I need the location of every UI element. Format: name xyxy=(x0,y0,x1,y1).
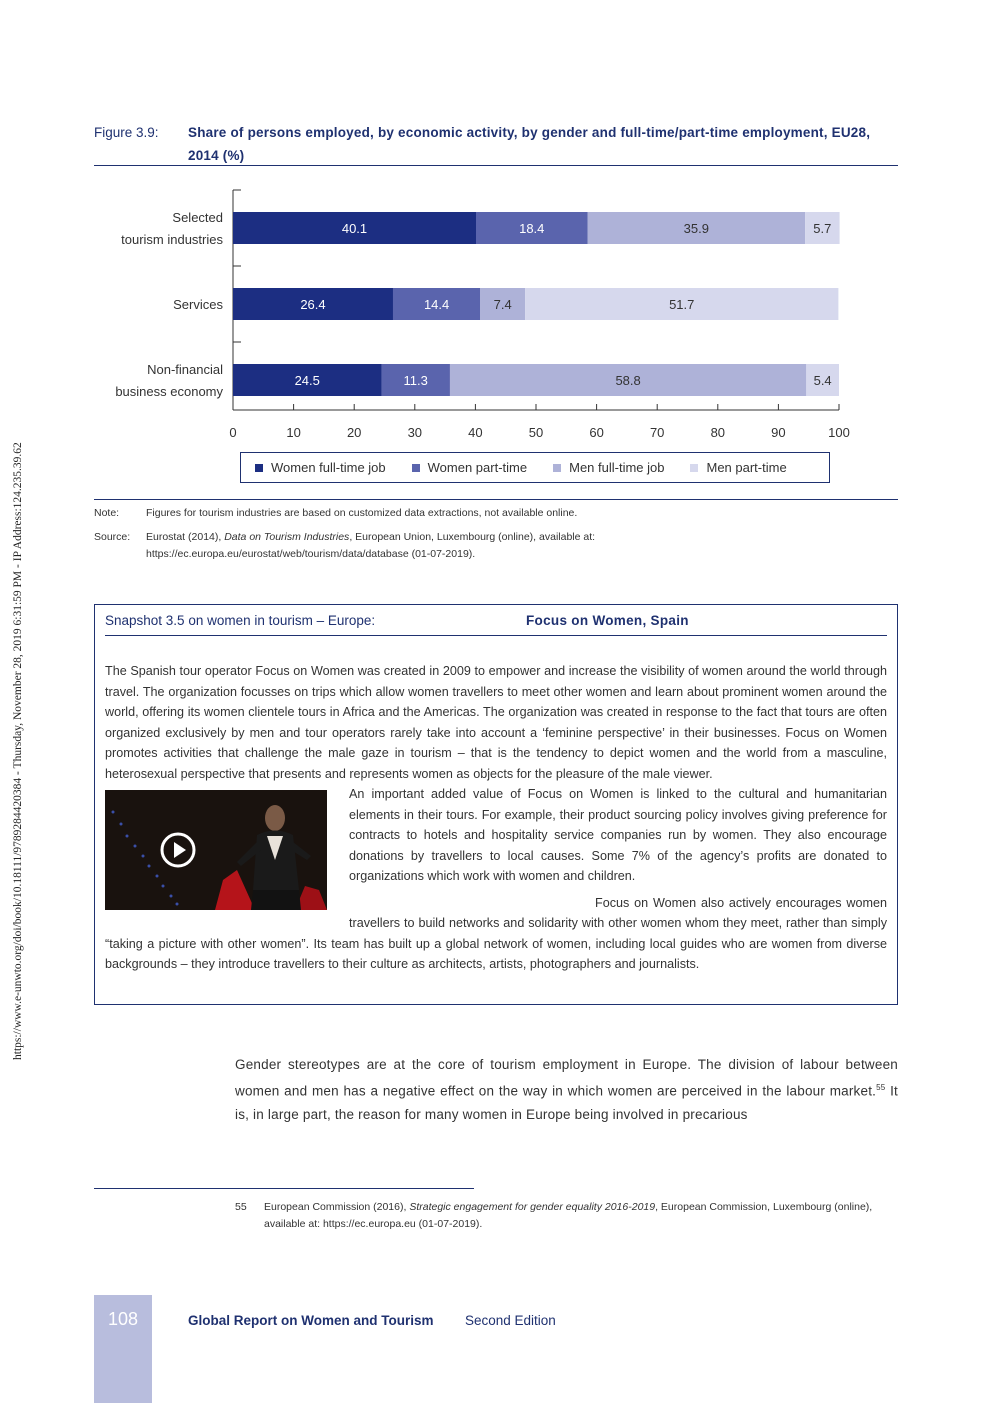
body-text-1: Gender stereotypes are at the core of tourism employment in Europe. The division of labour between women and men has a negative effect on the way in which women are perceived in the labour market. xyxy=(235,1057,898,1099)
data-label: 11.3 xyxy=(403,373,428,388)
snapshot-paragraph-3: Focus on Women also actively encourages women travellers to build networks and solidarity with other women whom they meet, rather than simply “taking a picture with other women”. Its team has built up a global network of women, including local guides who are women from diverse backgrounds – they introduce travellers to their culture as architects, artists, photographers and journalists. xyxy=(105,895,887,971)
figure-label: Figure 3.9: xyxy=(94,125,159,140)
legend-label: Men part-time xyxy=(706,460,787,475)
figure-bottom-rule xyxy=(94,499,898,500)
legend-label: Men full-time job xyxy=(569,460,665,475)
side-watermark: https://www.e-unwto.org/doi/book/10.18111/9789284420384 - Thursday, November 28, 2019 6:31:59 PM - IP Address:124.235.39.62 xyxy=(12,442,24,1060)
figure-source xyxy=(94,529,898,563)
footnote-number: 55 xyxy=(235,1201,247,1213)
body-text-2: It is, in large part, the reason for many women in Europe being involved in precarious xyxy=(235,1083,898,1122)
snapshot-box xyxy=(94,604,898,1005)
x-tick-label: 100 xyxy=(828,425,850,440)
footnote-rest: , European Commission, Luxembourg (online), available at: https://ec.europa.eu (01-07-2019). xyxy=(264,1201,873,1230)
legend-label: Women full-time job xyxy=(271,460,386,475)
snapshot-header xyxy=(105,613,887,636)
body-paragraph xyxy=(235,1053,898,1126)
footnote-rule xyxy=(94,1188,474,1189)
legend-swatch xyxy=(553,464,561,472)
legend-item xyxy=(553,460,664,475)
data-label: 35.9 xyxy=(683,221,709,236)
page-number: 108 xyxy=(107,1309,139,1329)
figure-title: Share of persons employed, by economic activity, by gender and full-time/part-time employment, EU28, 2014 (%) xyxy=(188,125,871,163)
snapshot-label: Snapshot 3.5 on women in tourism – Europe: xyxy=(105,613,376,628)
x-tick-label: 80 xyxy=(710,425,726,440)
x-tick-label: 60 xyxy=(589,425,604,440)
chart-legend xyxy=(240,452,830,483)
data-label: 14.4 xyxy=(423,297,450,312)
x-tick-label: 0 xyxy=(229,425,237,440)
figure-note xyxy=(94,505,898,522)
source-prefix: Eurostat (2014), xyxy=(146,531,225,543)
category-label: Non-financial xyxy=(147,362,223,377)
legend-swatch xyxy=(255,464,263,472)
legend-item xyxy=(690,460,786,475)
category-label: business economy xyxy=(115,384,223,399)
data-label: 58.8 xyxy=(615,373,641,388)
data-label: 7.4 xyxy=(493,297,512,312)
data-label: 24.5 xyxy=(294,373,320,388)
source-text xyxy=(146,529,706,563)
category-label: Selected xyxy=(172,210,223,225)
page-tab xyxy=(94,1295,152,1403)
source-italic: Data on Tourism Industries xyxy=(224,531,350,543)
footer-edition: Second Edition xyxy=(465,1313,556,1328)
legend-swatch xyxy=(690,464,698,472)
x-tick-label: 70 xyxy=(649,425,665,440)
snapshot-title: Focus on Women, Spain xyxy=(526,613,689,628)
category-label: tourism industries xyxy=(121,232,223,247)
footnote-prefix: European Commission (2016), xyxy=(264,1201,410,1213)
snapshot-paragraph-2: An important added value of Focus on Women is linked to the cultural and humanitarian elements in their tours. For example, their product sourcing policy involves giving preference for contracts to hotels and hospitality service companies run by women. They also encourage donations by travellers to local causes. Some 7% of the agency’s profits are donated to organizations which work with women and children. xyxy=(349,787,887,883)
legend-item xyxy=(255,460,386,475)
x-tick-label: 90 xyxy=(771,425,786,440)
source-label: Source: xyxy=(94,531,131,543)
snapshot-body xyxy=(105,661,887,975)
legend-swatch xyxy=(412,464,420,472)
x-tick-label: 40 xyxy=(468,425,483,440)
x-tick-label: 20 xyxy=(346,425,362,440)
x-tick-label: 30 xyxy=(407,425,423,440)
x-tick-label: 50 xyxy=(528,425,544,440)
video-frame xyxy=(105,790,327,910)
snapshot-paragraph-1: The Spanish tour operator Focus on Women was created in 2009 to empower and increase the visibility of women around the world through travel. The organization focusses on trips which allow women travellers to meet other women and learn about prominent women around the world, offering its women clientele tours in Africa and the Americas. The organization was created in response to the fact that tours are often organized exclusively by men and tour operators rarely take into account a ‘feminine perspective’ in their businesses. Focus on Women promotes activities that challenge the male gaze in tourism – that is the tendency to depict women and the world from a masculine, heterosexual perspective that presents and represents women as objects for the pleasure of the male viewer. xyxy=(105,664,887,781)
legend-item xyxy=(412,460,527,475)
category-label: Services xyxy=(173,297,223,312)
footnote-italic: Strategic engagement for gender equality 2016-2019 xyxy=(409,1201,656,1213)
data-label: 5.7 xyxy=(813,221,832,236)
data-label: 40.1 xyxy=(341,221,368,236)
figure-top-rule xyxy=(94,165,898,166)
footnote-text xyxy=(264,1199,894,1233)
play-icon[interactable] xyxy=(160,832,196,868)
note-text: Figures for tourism industries are based on customized data extractions, not available online. xyxy=(146,507,578,519)
stacked-bar-chart xyxy=(94,180,894,450)
data-label: 18.4 xyxy=(519,221,545,236)
data-label: 26.4 xyxy=(300,297,326,312)
video-thumbnail[interactable] xyxy=(105,790,327,910)
data-label: 5.4 xyxy=(813,373,832,388)
footnote-reference[interactable]: 55 xyxy=(876,1083,886,1092)
legend-label: Women part-time xyxy=(427,460,528,475)
source-url[interactable]: https://ec.europa.eu/eurostat/web/tourism/data/database (01-07-2019). xyxy=(146,548,476,560)
source-rest: , European Union, Luxembourg (online), available at: xyxy=(349,531,596,543)
data-label: 51.7 xyxy=(669,297,695,312)
footer-title: Global Report on Women and Tourism xyxy=(188,1313,434,1328)
x-tick-label: 10 xyxy=(286,425,301,440)
note-label: Note: xyxy=(94,507,120,519)
